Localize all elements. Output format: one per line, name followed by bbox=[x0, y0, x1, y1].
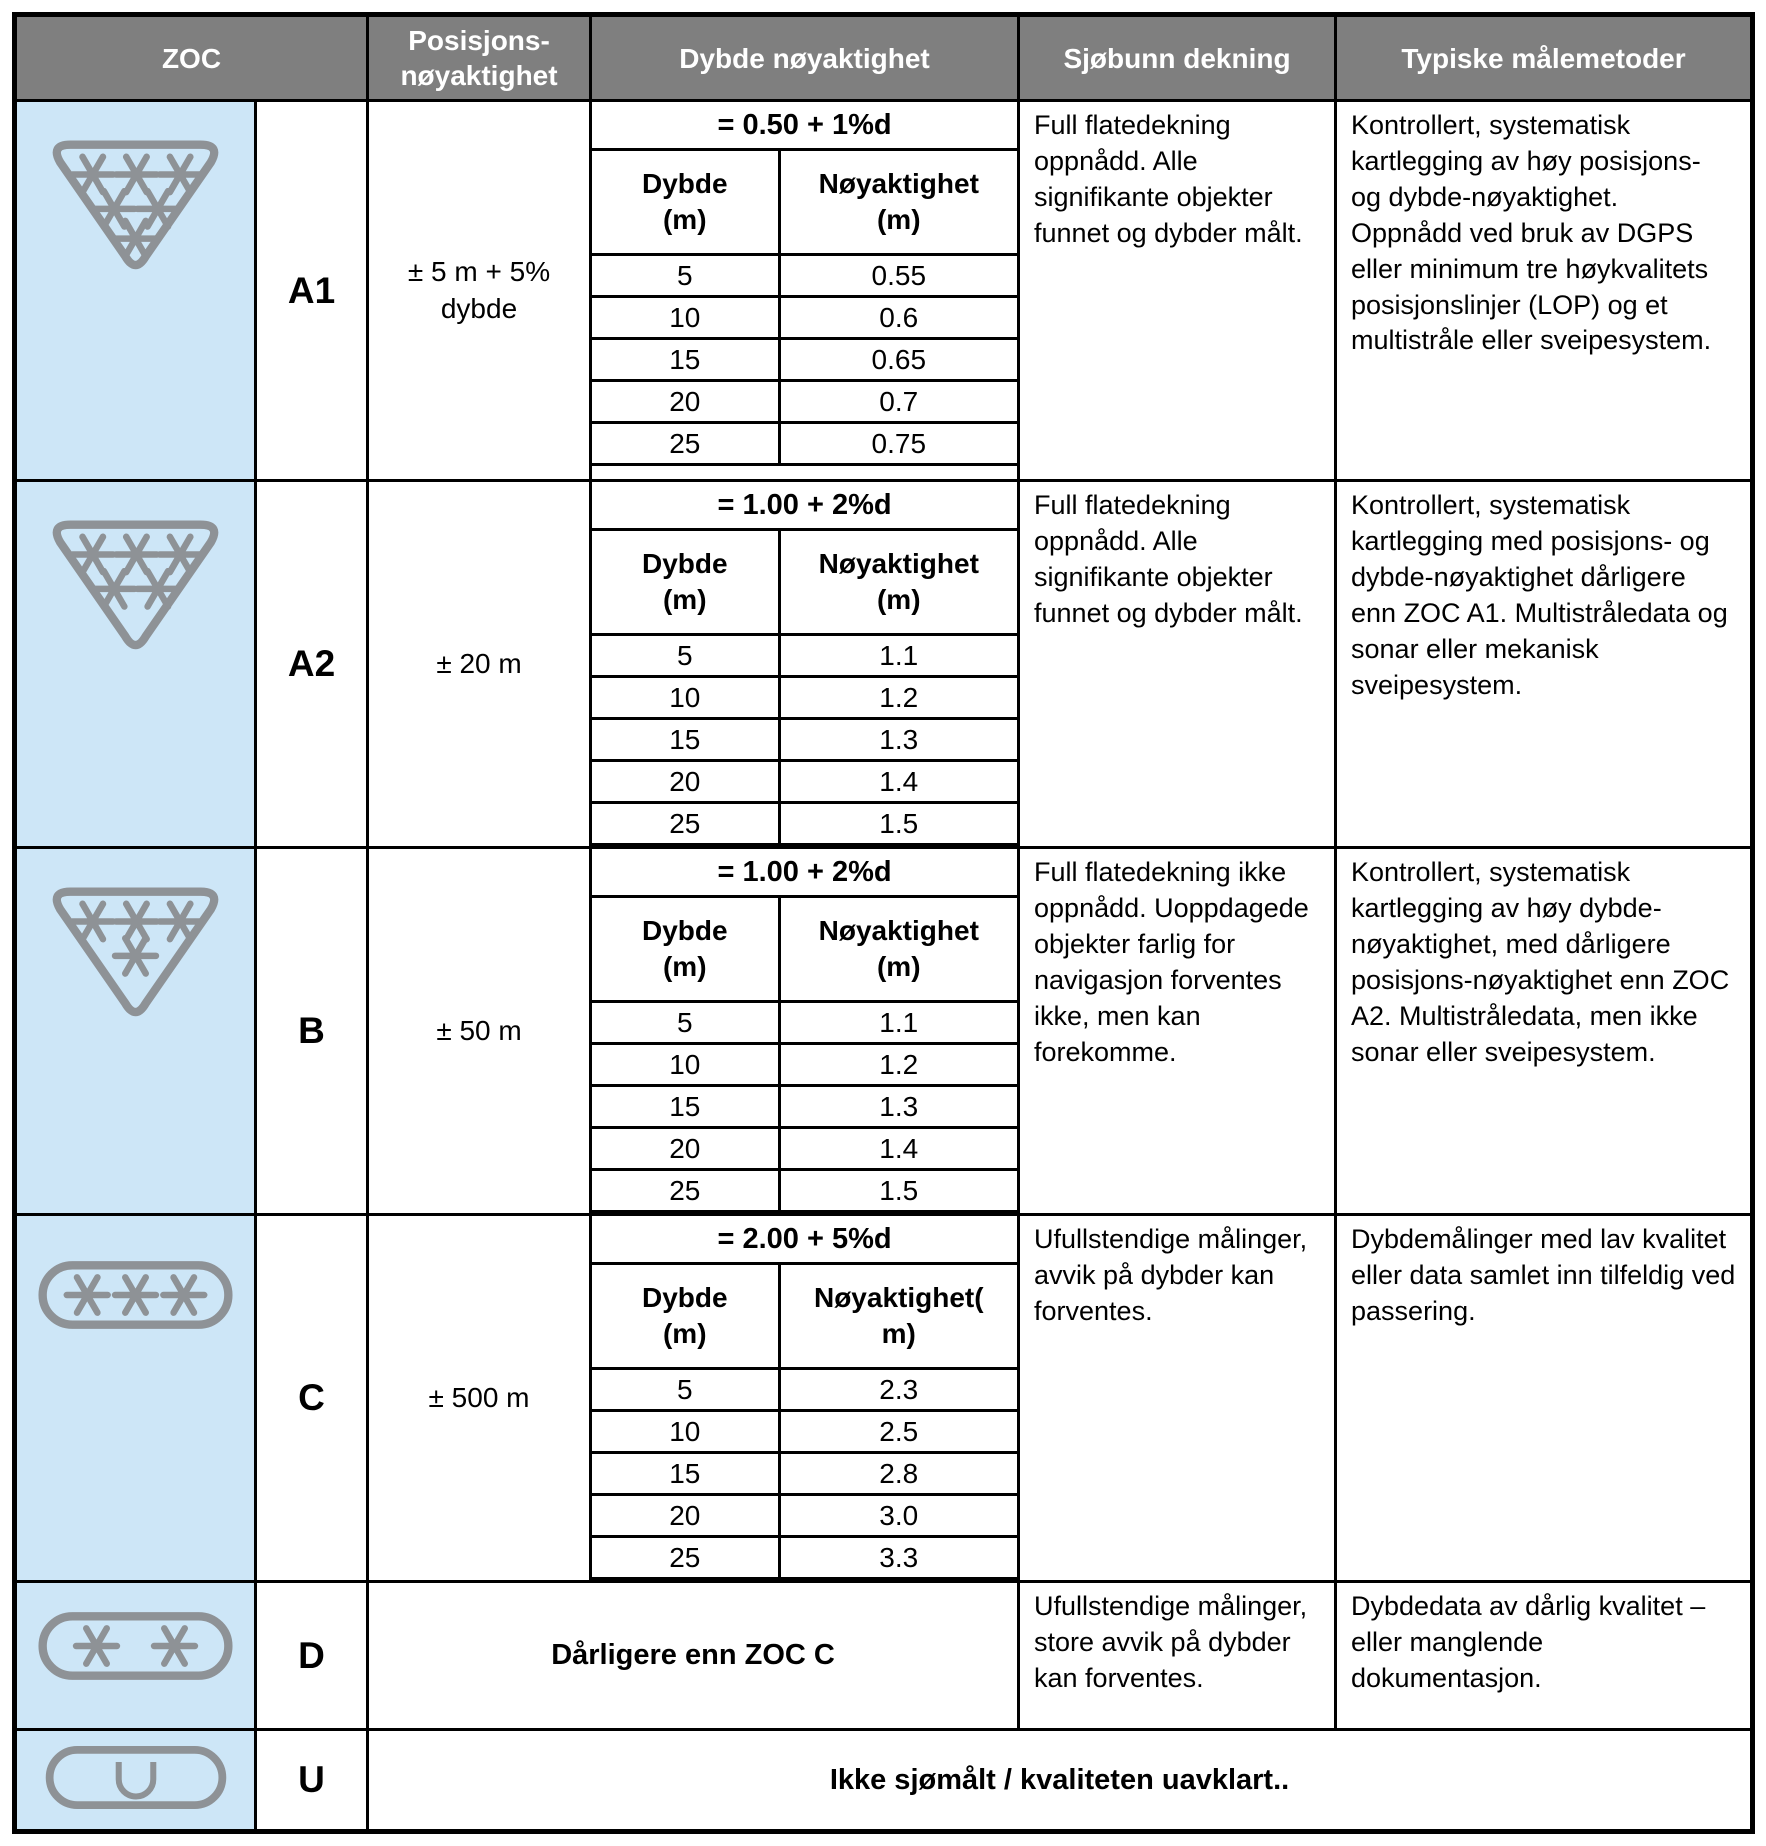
cell-a1-position bbox=[368, 101, 591, 481]
zoc-a1-triangle-6-stars-icon bbox=[33, 128, 238, 286]
a2-depth-value: 10 bbox=[592, 677, 779, 719]
row-u bbox=[15, 1730, 1753, 1832]
row-a1 bbox=[15, 101, 1753, 481]
b-col2-line2: (m) bbox=[876, 951, 921, 982]
a1-depth-value: 10 bbox=[592, 297, 779, 339]
zoc-c-pill-3-stars-icon bbox=[33, 1256, 238, 1334]
zoc-u-pill-u-icon bbox=[41, 1741, 231, 1814]
b-accuracy-value: 1.5 bbox=[779, 1170, 1017, 1212]
c-col1-line2: (m) bbox=[662, 1318, 707, 1349]
a1-position-line1: ± 5 m + 5% bbox=[407, 256, 551, 288]
c-depth-col1-header bbox=[592, 1264, 779, 1369]
b-depth-formula: = 1.00 + 2%d bbox=[592, 849, 1017, 897]
a1-col1-line1: Dybde bbox=[641, 167, 728, 199]
c-accuracy-value: 3.3 bbox=[779, 1537, 1017, 1579]
row-b bbox=[15, 848, 1753, 1215]
a1-depth-value: 5 bbox=[592, 255, 779, 297]
c-col2-line2: m) bbox=[881, 1318, 916, 1349]
c-depth-value: 15 bbox=[592, 1453, 779, 1495]
a2-depth-formula: = 1.00 + 2%d bbox=[592, 482, 1017, 530]
zoc-d-pill-2-stars-icon bbox=[33, 1607, 238, 1685]
a2-col2-line1: Nøyaktighet bbox=[818, 547, 979, 579]
a1-depth-formula: = 0.50 + 1%d bbox=[592, 102, 1017, 150]
row-c bbox=[15, 1215, 1753, 1582]
header-survey-methods: Typiske målemetoder bbox=[1336, 15, 1753, 101]
header-row bbox=[15, 15, 1753, 101]
cell-d-symbol bbox=[15, 1582, 256, 1730]
a2-accuracy-value: 1.2 bbox=[779, 677, 1017, 719]
a2-depth-value: 20 bbox=[592, 761, 779, 803]
row-a2 bbox=[15, 481, 1753, 848]
cell-u-letter: U bbox=[256, 1730, 368, 1832]
c-depth-value: 20 bbox=[592, 1495, 779, 1537]
a2-depth-value: 25 bbox=[592, 803, 779, 845]
header-position-accuracy bbox=[368, 15, 591, 101]
a1-accuracy-value: 0.65 bbox=[779, 339, 1017, 381]
a2-accuracy-value: 1.1 bbox=[779, 635, 1017, 677]
header-seabed-coverage: Sjøbunn dekning bbox=[1019, 15, 1336, 101]
b-depth-value: 15 bbox=[592, 1086, 779, 1128]
cell-b-methods: Kontrollert, systematisk kartlegging av høy dybde-nøyaktighet, med dårligere posisjons-nøyaktighet enn ZOC A2. Multistråledata, men ikke sonar eller sveipesystem. bbox=[1336, 848, 1753, 1215]
header-position-line1: Posisjons- bbox=[408, 25, 550, 56]
cell-a1-methods: Kontrollert, systematisk kartlegging av høy posisjons- og dybde-nøyaktighet. Oppnådd ved bruk av DGPS eller minimum tre høykvalitets posisjonslinjer (LOP) og et multistråle eller sveipesystem. bbox=[1336, 101, 1753, 481]
a2-accuracy-value: 1.5 bbox=[779, 803, 1017, 845]
b-depth-col2-header bbox=[779, 897, 1017, 1002]
cell-c-seabed: Ufullstendige målinger, avvik på dybder kan forventes. bbox=[1019, 1215, 1336, 1582]
cell-a2-methods: Kontrollert, systematisk kartlegging med posisjons- og dybde-nøyaktighet dårligere enn ZOC A1. Multistråledata og sonar eller mekanisk sveipesystem. bbox=[1336, 481, 1753, 848]
b-depth-value: 5 bbox=[592, 1002, 779, 1044]
a2-depth-value: 15 bbox=[592, 719, 779, 761]
cell-a2-position: ± 20 m bbox=[368, 481, 591, 848]
b-depth-value: 10 bbox=[592, 1044, 779, 1086]
cell-c-methods: Dybdemålinger med lav kvalitet eller data samlet inn tilfeldig ved passering. bbox=[1336, 1215, 1753, 1582]
b-col2-line1: Nøyaktighet bbox=[818, 914, 979, 946]
cell-d-methods: Dybdedata av dårlig kvalitet – eller manglende dokumentasjon. bbox=[1336, 1582, 1753, 1730]
cell-d-letter: D bbox=[256, 1582, 368, 1730]
b-accuracy-value: 1.2 bbox=[779, 1044, 1017, 1086]
c-depth-subtable bbox=[592, 1216, 1017, 1580]
cell-d-seabed: Ufullstendige målinger, store avvik på dybder kan forventes. bbox=[1019, 1582, 1336, 1730]
a2-accuracy-value: 1.4 bbox=[779, 761, 1017, 803]
zoc-table bbox=[12, 12, 1755, 1834]
cell-a1-symbol bbox=[15, 101, 256, 481]
a2-accuracy-value: 1.3 bbox=[779, 719, 1017, 761]
c-depth-value: 5 bbox=[592, 1369, 779, 1411]
header-zoc: ZOC bbox=[15, 15, 368, 101]
cell-u-merged-note: Ikke sjømålt / kvaliteten uavklart.. bbox=[368, 1730, 1753, 1832]
cell-c-position: ± 500 m bbox=[368, 1215, 591, 1582]
cell-b-letter: B bbox=[256, 848, 368, 1215]
c-col2-line1: Nøyaktighet( bbox=[813, 1281, 984, 1313]
header-position-line2: nøyaktighet bbox=[400, 60, 558, 91]
cell-a2-symbol bbox=[15, 481, 256, 848]
b-depth-value: 20 bbox=[592, 1128, 779, 1170]
cell-u-symbol bbox=[15, 1730, 256, 1832]
b-depth-col1-header bbox=[592, 897, 779, 1002]
b-col1-line1: Dybde bbox=[641, 914, 728, 946]
c-depth-value: 10 bbox=[592, 1411, 779, 1453]
a2-col1-line1: Dybde bbox=[641, 547, 728, 579]
cell-c-letter: C bbox=[256, 1215, 368, 1582]
zoc-a2-triangle-5-stars-icon bbox=[33, 508, 238, 666]
b-accuracy-value: 1.1 bbox=[779, 1002, 1017, 1044]
a1-depth-col2-header bbox=[779, 150, 1017, 255]
a2-col1-line2: (m) bbox=[662, 584, 707, 615]
c-accuracy-value: 2.8 bbox=[779, 1453, 1017, 1495]
cell-a2-depth bbox=[591, 481, 1019, 848]
b-accuracy-value: 1.4 bbox=[779, 1128, 1017, 1170]
row-d bbox=[15, 1582, 1753, 1730]
a1-depth-value: 15 bbox=[592, 339, 779, 381]
a2-depth-col2-header bbox=[779, 530, 1017, 635]
a2-col2-line2: (m) bbox=[876, 584, 921, 615]
a1-accuracy-value: 0.6 bbox=[779, 297, 1017, 339]
cell-d-merged-accuracy: Dårligere enn ZOC C bbox=[368, 1582, 1019, 1730]
cell-c-depth bbox=[591, 1215, 1019, 1582]
a2-depth-col1-header bbox=[592, 530, 779, 635]
a1-accuracy-value: 0.75 bbox=[779, 423, 1017, 465]
cell-a1-depth bbox=[591, 101, 1019, 481]
b-depth-subtable bbox=[592, 849, 1017, 1213]
c-depth-value: 25 bbox=[592, 1537, 779, 1579]
a2-depth-subtable bbox=[592, 482, 1017, 846]
a1-depth-value: 25 bbox=[592, 423, 779, 465]
c-col1-line1: Dybde bbox=[641, 1281, 728, 1313]
cell-b-position: ± 50 m bbox=[368, 848, 591, 1215]
cell-b-depth bbox=[591, 848, 1019, 1215]
cell-a1-seabed: Full flatedekning oppnådd. Alle signifikante objekter funnet og dybder målt. bbox=[1019, 101, 1336, 481]
header-depth-accuracy: Dybde nøyaktighet bbox=[591, 15, 1019, 101]
c-depth-col2-header bbox=[779, 1264, 1017, 1369]
b-depth-value: 25 bbox=[592, 1170, 779, 1212]
a1-col2-line1: Nøyaktighet bbox=[818, 167, 979, 199]
cell-a2-letter: A2 bbox=[256, 481, 368, 848]
cell-b-seabed: Full flatedekning ikke oppnådd. Uoppdagede objekter farlig for navigasjon forventes ikke, men kan forekomme. bbox=[1019, 848, 1336, 1215]
a1-col2-line2: (m) bbox=[876, 204, 921, 235]
zoc-b-triangle-4-stars-icon bbox=[33, 875, 238, 1033]
b-col1-line2: (m) bbox=[662, 951, 707, 982]
c-accuracy-value: 2.3 bbox=[779, 1369, 1017, 1411]
c-depth-formula: = 2.00 + 5%d bbox=[592, 1216, 1017, 1264]
a1-depth-subtable bbox=[592, 102, 1017, 466]
a1-accuracy-value: 0.7 bbox=[779, 381, 1017, 423]
c-accuracy-value: 3.0 bbox=[779, 1495, 1017, 1537]
a1-depth-col1-header bbox=[592, 150, 779, 255]
a1-accuracy-value: 0.55 bbox=[779, 255, 1017, 297]
cell-a2-seabed: Full flatedekning oppnådd. Alle signifikante objekter funnet og dybder målt. bbox=[1019, 481, 1336, 848]
cell-a1-letter: A1 bbox=[256, 101, 368, 481]
cell-b-symbol bbox=[15, 848, 256, 1215]
c-accuracy-value: 2.5 bbox=[779, 1411, 1017, 1453]
a1-position-line2: dybde bbox=[440, 292, 518, 324]
b-accuracy-value: 1.3 bbox=[779, 1086, 1017, 1128]
cell-c-symbol bbox=[15, 1215, 256, 1582]
a2-depth-value: 5 bbox=[592, 635, 779, 677]
a1-depth-value: 20 bbox=[592, 381, 779, 423]
a1-col1-line2: (m) bbox=[662, 204, 707, 235]
